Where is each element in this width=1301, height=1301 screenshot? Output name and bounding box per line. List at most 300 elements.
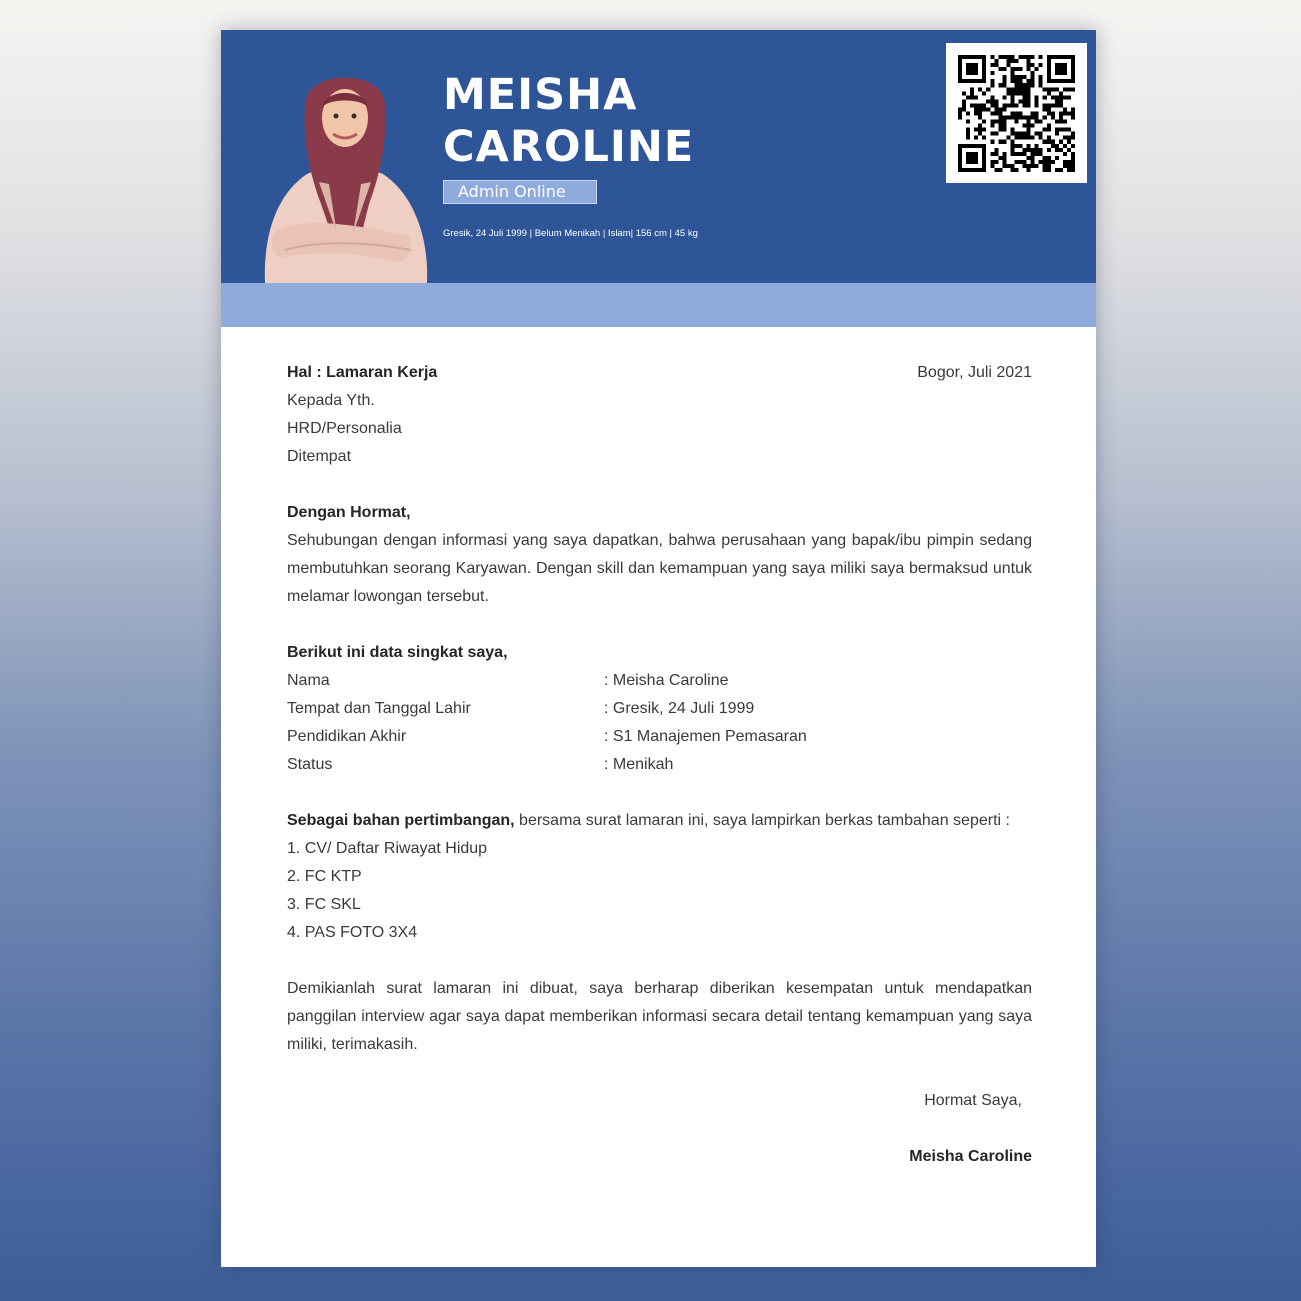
data-label: Tempat dan Tanggal Lahir xyxy=(287,700,471,717)
qr-module xyxy=(1051,116,1055,120)
qr-module xyxy=(1031,111,1035,115)
qr-module xyxy=(1047,103,1051,107)
qr-module xyxy=(1014,59,1018,63)
qr-module xyxy=(974,136,978,140)
qr-module xyxy=(1010,91,1014,95)
qr-module xyxy=(1067,136,1071,140)
qr-code-icon xyxy=(958,55,1075,172)
recipient-line: Kepada Yth. xyxy=(287,392,375,409)
qr-module xyxy=(962,91,966,95)
qr-module xyxy=(1014,83,1018,87)
qr-module xyxy=(1002,103,1006,107)
qr-module xyxy=(1067,111,1071,115)
qr-module xyxy=(1031,156,1035,160)
first-name: MEISHA xyxy=(443,70,638,120)
qr-module xyxy=(1010,152,1014,156)
qr-module xyxy=(1043,103,1047,107)
qr-module xyxy=(974,103,978,107)
qr-module xyxy=(970,87,974,91)
qr-module xyxy=(1027,55,1031,59)
qr-module xyxy=(1039,148,1043,152)
qr-module xyxy=(982,67,986,71)
qr-module xyxy=(1002,140,1006,144)
qr-module xyxy=(1031,152,1035,156)
qr-module xyxy=(1051,144,1055,148)
recipient-line: HRD/Personalia xyxy=(287,420,402,437)
qr-module xyxy=(990,164,994,168)
qr-module xyxy=(1067,140,1071,144)
qr-module xyxy=(1019,144,1023,148)
qr-module xyxy=(990,140,994,144)
qr-module xyxy=(1055,71,1059,75)
qr-module xyxy=(1023,132,1027,136)
qr-module xyxy=(1051,111,1055,115)
data-value: : S1 Manajemen Pemasaran xyxy=(604,728,807,745)
qr-module xyxy=(1010,164,1014,168)
qr-module xyxy=(970,103,974,107)
qr-module xyxy=(1035,120,1039,124)
qr-module xyxy=(1067,128,1071,132)
qr-module xyxy=(966,136,970,140)
qr-module xyxy=(1055,99,1059,103)
qr-module xyxy=(970,63,974,67)
qr-module xyxy=(982,55,986,59)
qr-module xyxy=(1002,55,1006,59)
qr-module xyxy=(1023,152,1027,156)
qr-module xyxy=(1067,55,1071,59)
qr-module xyxy=(1047,168,1051,172)
qr-module xyxy=(1006,87,1010,91)
qr-module xyxy=(1051,103,1055,107)
qr-module xyxy=(986,87,990,91)
qr-module xyxy=(1063,87,1067,91)
qr-module xyxy=(994,132,998,136)
qr-module xyxy=(1039,63,1043,67)
qr-module xyxy=(1014,67,1018,71)
qr-module xyxy=(1063,95,1067,99)
qr-module xyxy=(1027,132,1031,136)
qr-module xyxy=(1027,95,1031,99)
qr-module xyxy=(1055,168,1059,172)
qr-module xyxy=(1055,79,1059,83)
qr-module xyxy=(1019,111,1023,115)
qr-module xyxy=(1051,160,1055,164)
qr-module xyxy=(990,152,994,156)
letter-place-date: Bogor, Juli 2021 xyxy=(917,364,1032,381)
qr-module xyxy=(966,156,970,160)
qr-module xyxy=(974,55,978,59)
qr-module xyxy=(1027,67,1031,71)
qr-module xyxy=(966,160,970,164)
greeting: Dengan Hormat, xyxy=(287,504,411,521)
qr-module xyxy=(1071,164,1075,168)
qr-module xyxy=(1047,107,1051,111)
qr-module xyxy=(1043,160,1047,164)
qr-module xyxy=(1006,59,1010,63)
letter-subject: Hal : Lamaran Kerja xyxy=(287,364,438,381)
qr-module xyxy=(1047,136,1051,140)
qr-module xyxy=(966,55,970,59)
qr-module xyxy=(1031,71,1035,75)
qr-module xyxy=(962,99,966,103)
qr-module xyxy=(1055,63,1059,67)
qr-module xyxy=(1027,136,1031,140)
qr-module xyxy=(1010,87,1014,91)
qr-module xyxy=(1059,95,1063,99)
qr-module xyxy=(1002,75,1006,79)
qr-module xyxy=(990,55,994,59)
qr-module xyxy=(1055,156,1059,160)
qr-module xyxy=(1067,160,1071,164)
qr-module xyxy=(990,111,994,115)
qr-module xyxy=(1039,75,1043,79)
personal-info-line: Gresik, 24 Juli 1999 | Belum Menikah | Islam| 156 cm | 45 kg xyxy=(443,228,698,239)
qr-module xyxy=(1071,63,1075,67)
qr-module xyxy=(982,63,986,67)
qr-module xyxy=(1027,164,1031,168)
qr-module xyxy=(1014,116,1018,120)
qr-module xyxy=(1027,91,1031,95)
qr-module xyxy=(1031,83,1035,87)
qr-module xyxy=(982,71,986,75)
qr-module xyxy=(1043,168,1047,172)
qr-module xyxy=(994,103,998,107)
qr-module xyxy=(974,79,978,83)
qr-module xyxy=(1023,136,1027,140)
qr-module xyxy=(1059,111,1063,115)
qr-module xyxy=(1035,95,1039,99)
qr-module xyxy=(990,103,994,107)
qr-module xyxy=(1010,99,1014,103)
qr-module xyxy=(990,124,994,128)
regards: Hormat Saya, xyxy=(924,1092,1022,1109)
qr-module xyxy=(958,67,962,71)
qr-module xyxy=(1043,87,1047,91)
qr-module xyxy=(1055,67,1059,71)
qr-module xyxy=(1047,55,1051,59)
last-name: CAROLINE xyxy=(443,122,695,172)
intro-paragraph: Sehubungan dengan informasi yang saya dapatkan, bahwa perusahaan yang bapak/ibu pimpin sedang membutuhkan seorang Karyawan. Dengan skill dan kemampuan yang saya miliki saya bermaksud untuk melamar lowongan tersebut. xyxy=(287,532,1032,605)
qr-module xyxy=(1023,91,1027,95)
qr-module xyxy=(1019,87,1023,91)
qr-module xyxy=(966,79,970,83)
qr-module xyxy=(1071,156,1075,160)
qr-module xyxy=(1067,79,1071,83)
qr-module xyxy=(986,99,990,103)
qr-module xyxy=(1002,156,1006,160)
qr-module xyxy=(990,79,994,83)
qr-module xyxy=(1014,132,1018,136)
data-label: Nama xyxy=(287,672,330,689)
qr-module xyxy=(1051,79,1055,83)
qr-module xyxy=(1047,67,1051,71)
qr-module xyxy=(1063,79,1067,83)
qr-module xyxy=(970,168,974,172)
qr-module xyxy=(1023,75,1027,79)
qr-module xyxy=(1071,55,1075,59)
qr-module xyxy=(1023,95,1027,99)
qr-module xyxy=(974,111,978,115)
qr-module xyxy=(990,132,994,136)
qr-module xyxy=(1014,111,1018,115)
qr-module xyxy=(998,111,1002,115)
qr-module xyxy=(982,75,986,79)
qr-module xyxy=(982,152,986,156)
qr-module xyxy=(1051,95,1055,99)
qr-module xyxy=(1067,164,1071,168)
qr-module xyxy=(1027,168,1031,172)
qr-module xyxy=(998,55,1002,59)
qr-module xyxy=(974,71,978,75)
qr-module xyxy=(1023,160,1027,164)
qr-module xyxy=(974,160,978,164)
qr-module xyxy=(1063,164,1067,168)
qr-module xyxy=(1023,124,1027,128)
accent-band xyxy=(221,283,1096,327)
qr-module xyxy=(1027,128,1031,132)
qr-module xyxy=(966,168,970,172)
qr-module xyxy=(1002,128,1006,132)
qr-module xyxy=(1014,87,1018,91)
qr-module xyxy=(978,55,982,59)
qr-module xyxy=(958,63,962,67)
qr-module xyxy=(970,91,974,95)
qr-module xyxy=(958,160,962,164)
qr-module xyxy=(994,59,998,63)
qr-module xyxy=(962,55,966,59)
qr-module xyxy=(970,156,974,160)
attachment-item: 1. CV/ Daftar Riwayat Hidup xyxy=(287,840,488,857)
qr-module xyxy=(958,107,962,111)
qr-module xyxy=(1047,160,1051,164)
qr-module xyxy=(1047,156,1051,160)
qr-module xyxy=(1063,144,1067,148)
qr-module xyxy=(1035,164,1039,168)
qr-module xyxy=(1071,116,1075,120)
qr-module xyxy=(1067,168,1071,172)
qr-module xyxy=(1071,59,1075,63)
header-banner xyxy=(221,30,1096,283)
signature-name: Meisha Caroline xyxy=(909,1148,1032,1165)
qr-module xyxy=(994,111,998,115)
qr-module xyxy=(982,156,986,160)
qr-module xyxy=(1055,120,1059,124)
qr-module xyxy=(1019,67,1023,71)
qr-module xyxy=(998,156,1002,160)
qr-module xyxy=(990,99,994,103)
qr-module xyxy=(994,99,998,103)
qr-module xyxy=(998,124,1002,128)
qr-module xyxy=(962,144,966,148)
qr-module xyxy=(1035,148,1039,152)
attachments-intro xyxy=(287,811,1010,831)
qr-module xyxy=(1002,160,1006,164)
qr-module xyxy=(966,144,970,148)
qr-module xyxy=(1027,144,1031,148)
qr-module xyxy=(990,71,994,75)
qr-module xyxy=(974,63,978,67)
qr-module xyxy=(1006,103,1010,107)
qr-module xyxy=(970,160,974,164)
qr-module xyxy=(966,71,970,75)
qr-module xyxy=(1059,103,1063,107)
qr-module xyxy=(1002,120,1006,124)
qr-module xyxy=(994,107,998,111)
qr-module xyxy=(970,144,974,148)
qr-module xyxy=(978,87,982,91)
qr-module xyxy=(978,103,982,107)
qr-module xyxy=(1039,136,1043,140)
qr-module xyxy=(982,120,986,124)
qr-module xyxy=(958,148,962,152)
qr-module xyxy=(1051,55,1055,59)
qr-module xyxy=(1043,140,1047,144)
qr-module xyxy=(966,63,970,67)
qr-module xyxy=(1014,160,1018,164)
qr-module xyxy=(974,128,978,132)
qr-module xyxy=(1019,132,1023,136)
qr-module xyxy=(1027,120,1031,124)
qr-module xyxy=(966,128,970,132)
qr-module xyxy=(982,148,986,152)
qr-module xyxy=(1071,168,1075,172)
qr-module xyxy=(1047,87,1051,91)
qr-module xyxy=(1067,87,1071,91)
qr-module xyxy=(1019,160,1023,164)
job-title-badge: Admin Online xyxy=(443,180,597,204)
qr-module xyxy=(1063,67,1067,71)
qr-module xyxy=(994,160,998,164)
qr-module xyxy=(978,111,982,115)
qr-module xyxy=(998,107,1002,111)
qr-module xyxy=(1047,63,1051,67)
qr-module xyxy=(1010,168,1014,172)
qr-module xyxy=(974,95,978,99)
qr-module xyxy=(978,124,982,128)
qr-module xyxy=(998,168,1002,172)
qr-module xyxy=(978,128,982,132)
qr-module xyxy=(1027,124,1031,128)
qr-module xyxy=(1010,144,1014,148)
qr-module xyxy=(970,71,974,75)
qr-module xyxy=(1027,116,1031,120)
qr-module xyxy=(982,107,986,111)
qr-module xyxy=(1067,148,1071,152)
qr-module xyxy=(958,55,962,59)
qr-module xyxy=(1002,164,1006,168)
qr-module xyxy=(1039,152,1043,156)
qr-module xyxy=(1002,79,1006,83)
attachments-rest: bersama surat lamaran ini, saya lampirkan berkas tambahan seperti : xyxy=(514,812,1010,829)
qr-module xyxy=(1047,124,1051,128)
qr-module xyxy=(998,120,1002,124)
qr-module xyxy=(1019,116,1023,120)
qr-module xyxy=(1035,111,1039,115)
qr-module xyxy=(1043,116,1047,120)
qr-module xyxy=(1019,91,1023,95)
qr-code-panel xyxy=(946,43,1087,183)
qr-module xyxy=(1031,148,1035,152)
qr-module xyxy=(958,164,962,168)
qr-module xyxy=(970,67,974,71)
qr-module xyxy=(958,79,962,83)
qr-module xyxy=(1002,95,1006,99)
qr-module xyxy=(1059,63,1063,67)
qr-module xyxy=(1059,71,1063,75)
qr-module xyxy=(1027,59,1031,63)
qr-module xyxy=(962,107,966,111)
qr-module xyxy=(1043,107,1047,111)
qr-module xyxy=(1071,67,1075,71)
qr-module xyxy=(982,103,986,107)
qr-module xyxy=(1006,55,1010,59)
qr-module xyxy=(998,83,1002,87)
qr-module xyxy=(1039,132,1043,136)
qr-module xyxy=(1055,148,1059,152)
data-label: Status xyxy=(287,756,333,773)
qr-module xyxy=(1063,120,1067,124)
qr-module xyxy=(1035,152,1039,156)
qr-module xyxy=(1006,164,1010,168)
qr-module xyxy=(1063,63,1067,67)
qr-module xyxy=(1071,132,1075,136)
qr-module xyxy=(1039,160,1043,164)
qr-module xyxy=(1059,91,1063,95)
qr-module xyxy=(1055,95,1059,99)
qr-module xyxy=(994,168,998,172)
qr-module xyxy=(958,156,962,160)
qr-module xyxy=(1059,128,1063,132)
qr-module xyxy=(1071,136,1075,140)
qr-module xyxy=(1035,67,1039,71)
qr-module xyxy=(978,107,982,111)
qr-module xyxy=(1010,148,1014,152)
qr-module xyxy=(1010,67,1014,71)
qr-module xyxy=(958,152,962,156)
qr-module xyxy=(1039,120,1043,124)
qr-module xyxy=(1063,136,1067,140)
data-value: : Menikah xyxy=(604,756,674,773)
qr-module xyxy=(1047,140,1051,144)
qr-module xyxy=(1031,136,1035,140)
qr-module xyxy=(1006,63,1010,67)
qr-module xyxy=(1027,79,1031,83)
qr-module xyxy=(958,111,962,115)
qr-module xyxy=(966,67,970,71)
qr-module xyxy=(1071,79,1075,83)
qr-module xyxy=(1071,152,1075,156)
qr-module xyxy=(1047,79,1051,83)
qr-module xyxy=(1002,152,1006,156)
qr-module xyxy=(1019,83,1023,87)
qr-module xyxy=(982,144,986,148)
qr-module xyxy=(1027,103,1031,107)
qr-module xyxy=(990,83,994,87)
qr-module xyxy=(958,71,962,75)
qr-module xyxy=(1055,144,1059,148)
qr-module xyxy=(1035,99,1039,103)
qr-module xyxy=(958,144,962,148)
qr-module xyxy=(998,128,1002,132)
qr-module xyxy=(1031,160,1035,164)
attachment-item: 4. PAS FOTO 3X4 xyxy=(287,924,418,941)
qr-module xyxy=(1039,55,1043,59)
qr-module xyxy=(978,79,982,83)
qr-module xyxy=(998,116,1002,120)
qr-module xyxy=(1071,75,1075,79)
qr-module xyxy=(978,116,982,120)
qr-module xyxy=(1027,99,1031,103)
